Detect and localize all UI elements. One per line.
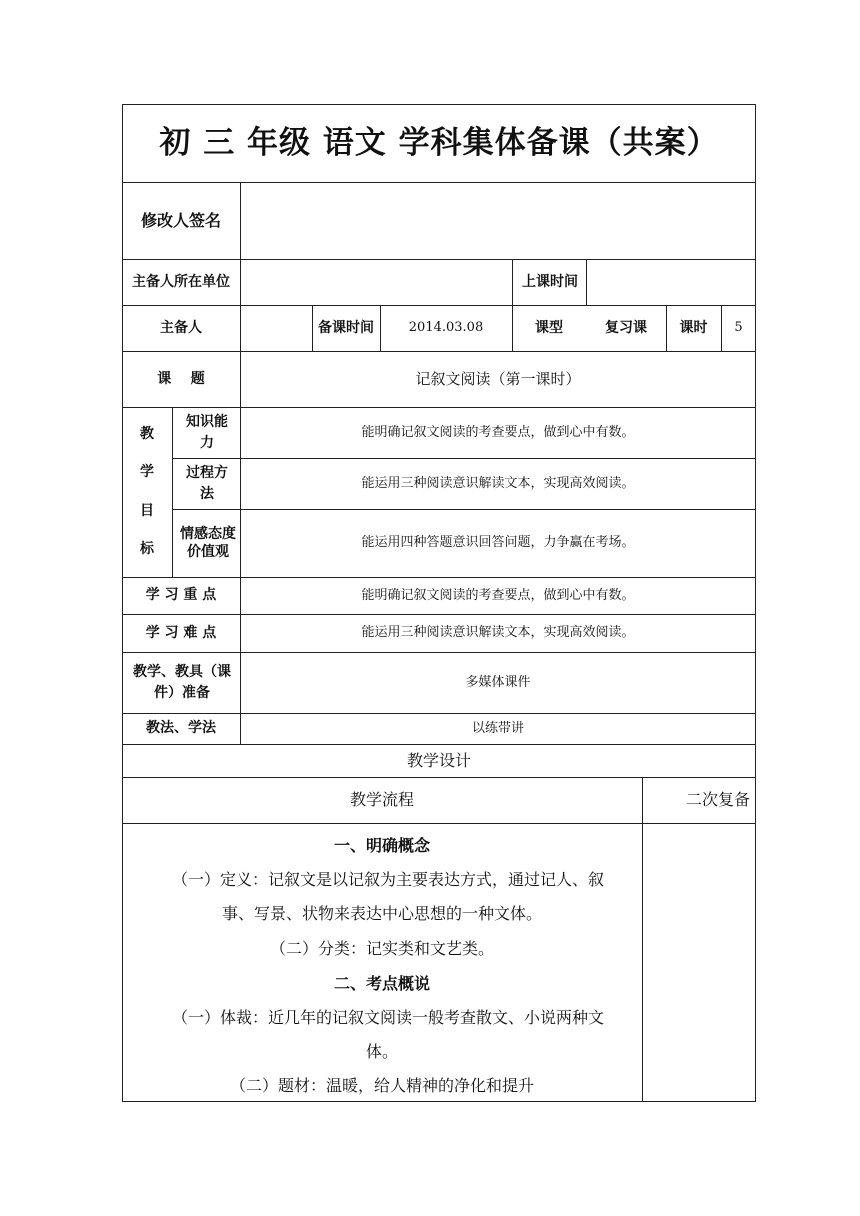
main-preparer-unit-value (240, 259, 512, 305)
page-title: 初 三 年级 语文 学科集体备课（共案） (159, 124, 719, 161)
paragraph-line: （一）定义：记叙文是以记叙为主要表达方式，通过记人、叙 (172, 870, 605, 889)
key-points-value: 能明确记叙文阅读的考查要点，做到心中有数。 (361, 587, 635, 603)
topic-value: 记叙文阅读（第一课时） (415, 369, 581, 388)
knowledge-label: 知识能力 (186, 413, 228, 451)
objectives-char: 目 (140, 502, 154, 519)
emotion-label: 情感态度价值观 (180, 525, 236, 560)
paragraph-line: （二）分类：记实类和文艺类。 (269, 939, 494, 958)
difficulties-label: 学 习 难 点 (145, 624, 217, 641)
knowledge-value: 能明确记叙文阅读的考查要点，做到心中有数。 (361, 424, 635, 440)
paragraph-line: 体。 (365, 1042, 398, 1061)
section-heading: 二、考点概说 (333, 974, 430, 993)
tools-value: 多媒体课件 (465, 674, 531, 690)
main-preparer-label: 主备人 (160, 319, 202, 336)
prep-time-label: 备课时间 (318, 319, 374, 336)
main-preparer-unit-label: 主备人所在单位 (132, 273, 230, 290)
periods-value: 5 (734, 320, 743, 336)
objectives-char: 标 (140, 541, 154, 558)
methods-label: 教法、学法 (146, 720, 216, 736)
emotion-value: 能运用四种答题意识回答问题，力争赢在考场。 (361, 535, 635, 551)
teaching-design-header: 教学设计 (406, 750, 471, 770)
class-time-value (586, 259, 756, 305)
process-label: 过程方法 (186, 464, 228, 502)
lesson-type-value: 复习课 (605, 319, 647, 336)
section-heading: 一、明确概念 (333, 836, 430, 855)
paragraph-line: （一）体裁：近几年的记叙文阅读一般考查散文、小说两种文 (172, 1008, 605, 1027)
lesson-type-label: 课型 (535, 319, 563, 336)
main-preparer-value (240, 305, 312, 351)
prep-time-value: 2014.03.08 (408, 320, 484, 336)
paragraph-line: 事、写景、状物来表达中心思想的一种文体。 (221, 904, 542, 923)
objectives-label (122, 407, 172, 577)
paragraph-line: （二）题材：温暖，给人精神的净化和提升 (229, 1076, 534, 1095)
process-value: 能运用三种阅读意识解读文本，实现高效阅读。 (361, 475, 635, 491)
class-time-label: 上课时间 (522, 273, 578, 290)
objectives-char: 教 (140, 425, 154, 442)
periods-label: 课时 (679, 319, 708, 336)
difficulties-value: 能运用三种阅读意识解读文本，实现高效阅读。 (361, 625, 635, 641)
reviser-signature-label: 修改人签名 (140, 210, 221, 230)
reviser-signature-value (240, 182, 756, 259)
tools-label: 教学、教具（课件）准备 (133, 663, 231, 701)
topic-label: 课 题 (157, 370, 205, 387)
teaching-flow-header: 教学流程 (349, 790, 414, 809)
second-prep-header: 二次复备 (685, 790, 750, 810)
key-points-label: 学 习 重 点 (145, 587, 217, 603)
methods-value: 以练带讲 (471, 720, 524, 736)
objectives-char: 学 (140, 464, 154, 481)
